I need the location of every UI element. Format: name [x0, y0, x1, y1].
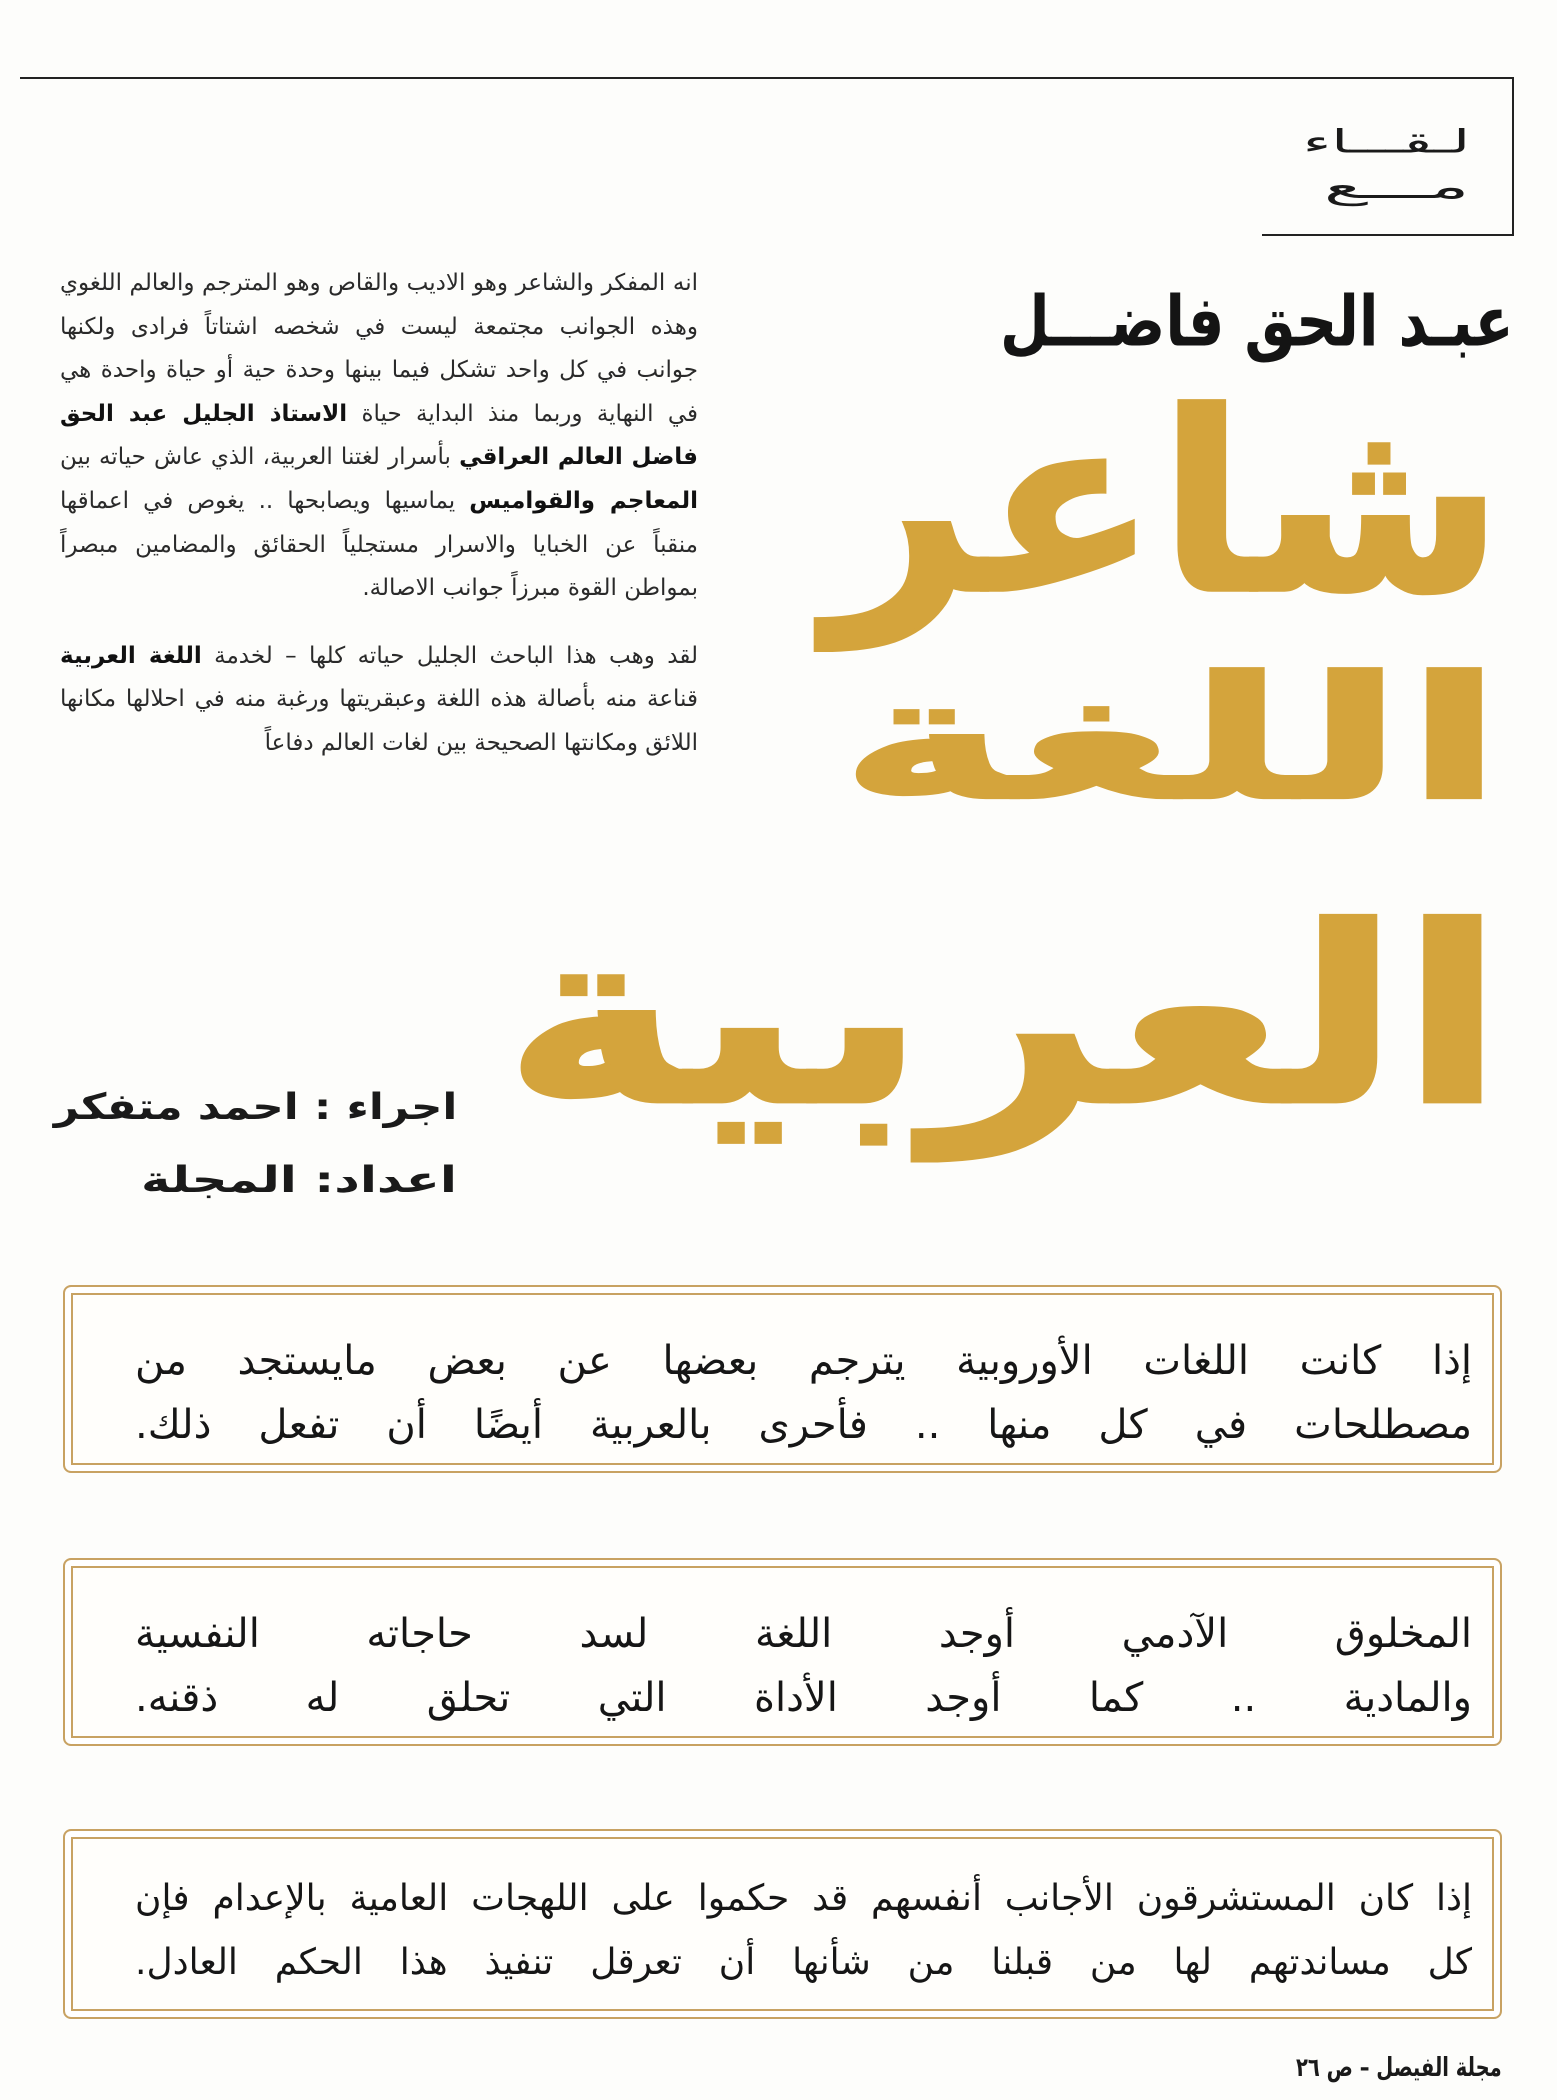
credit-interview [53, 1086, 457, 1129]
intro-paragraph-2 [60, 635, 698, 766]
intro-text-run: قناعة منه بأصالة هذه اللغة وعبقريتها ورغبة منه في احلالها مكانها اللائق ومكانتها الصحيحة بين لغات العالم دفاعاً [60, 686, 698, 756]
intro-text-run: يماسيها ويصابحها .. يغوص في اعماقها منقباً عن الخبايا والاسرار مستجلياً الحقائق والمضامين مبصراً بمواطن القوة مبرزاً جوانب الاصالة. [60, 487, 698, 602]
pull-quote-line: إذا كانت اللغات الأوروبية يترجم بعضها عن بعض مايستجد من [135, 1338, 1472, 1384]
intro-text [60, 262, 698, 766]
section-tag-line-1 [1302, 122, 1470, 161]
pull-quote-3 [63, 1829, 1502, 2019]
section-tag-text-2: مـــع [1324, 166, 1470, 207]
credit-prepared-text: اعداد: المجلة [141, 1159, 457, 1202]
credit-interview-text: اجراء : احمد متفكر [53, 1086, 457, 1129]
headline-text-1: شاعر [826, 362, 1504, 650]
headline-text-2: اللغة [839, 641, 1504, 839]
pull-quote-1 [63, 1285, 1502, 1473]
headline-line-1 [826, 362, 1504, 650]
pull-quote-line: المخلوق الآدمي أوجد اللغة لسد حاجاته النفسية [135, 1611, 1472, 1657]
headline-line-3 [503, 877, 1504, 1161]
pull-quote-line: مصطلحات في كل منها .. فأحرى بالعربية أيضًا أن تفعل ذلك. [135, 1402, 1472, 1448]
pull-quote-line: إذا كان المستشرقون الأجانب أنفسهم قد حكموا على اللهجات العامية بالإعدام فإن [135, 1878, 1472, 1919]
headline-text-3: العربية [503, 877, 1504, 1161]
section-tag-text-1: لـقـــاء [1302, 122, 1470, 161]
intro-emphasis-run: اللغة العربية [60, 642, 202, 669]
intro-paragraph-1 [60, 262, 698, 611]
intro-emphasis-run: الاستاذ الجليل عبد الحق فاضل العالم العراقي [60, 400, 698, 471]
headline-line-2 [839, 641, 1504, 839]
page-footer [1296, 2051, 1502, 2083]
intro-text-run: بأسرار لغتنا العربية، الذي عاش حياته بين [60, 444, 451, 471]
section-tag-line-2 [1323, 166, 1470, 207]
subject-name-text: عبـد الحق فاضـــل [1000, 281, 1514, 363]
subject-name [1000, 281, 1514, 363]
intro-emphasis-run: المعاجم والقواميس [469, 487, 698, 514]
pull-quote-line: كل مساندتهم لها من قبلنا من شأنها أن تعرقل تنفيذ هذا الحكم العادل. [135, 1942, 1472, 1983]
intro-text-run: انه المفكر والشاعر وهو الاديب والقاص وهو المترجم والعالم اللغوي وهذه الجوانب مجتمعة ليست في شخصه اشتاتاً فرادى ولكنها جوانب في كل واحد تشكل فيما بينها وحدة حية أو حياة واحدة هي في النهاية وربما منذ البداية حياة [60, 270, 698, 427]
credit-prepared [141, 1159, 457, 1202]
page-number-label: مجلة الفيصل – ص ٢٦ [1296, 2051, 1502, 2083]
intro-text-run: لقد وهب هذا الباحث الجليل حياته كلها – لخدمة [214, 642, 698, 669]
pull-quote-line: والمادية .. كما أوجد الأداة التي تحلق له ذقنه. [135, 1675, 1472, 1721]
pull-quote-2 [63, 1558, 1502, 1746]
